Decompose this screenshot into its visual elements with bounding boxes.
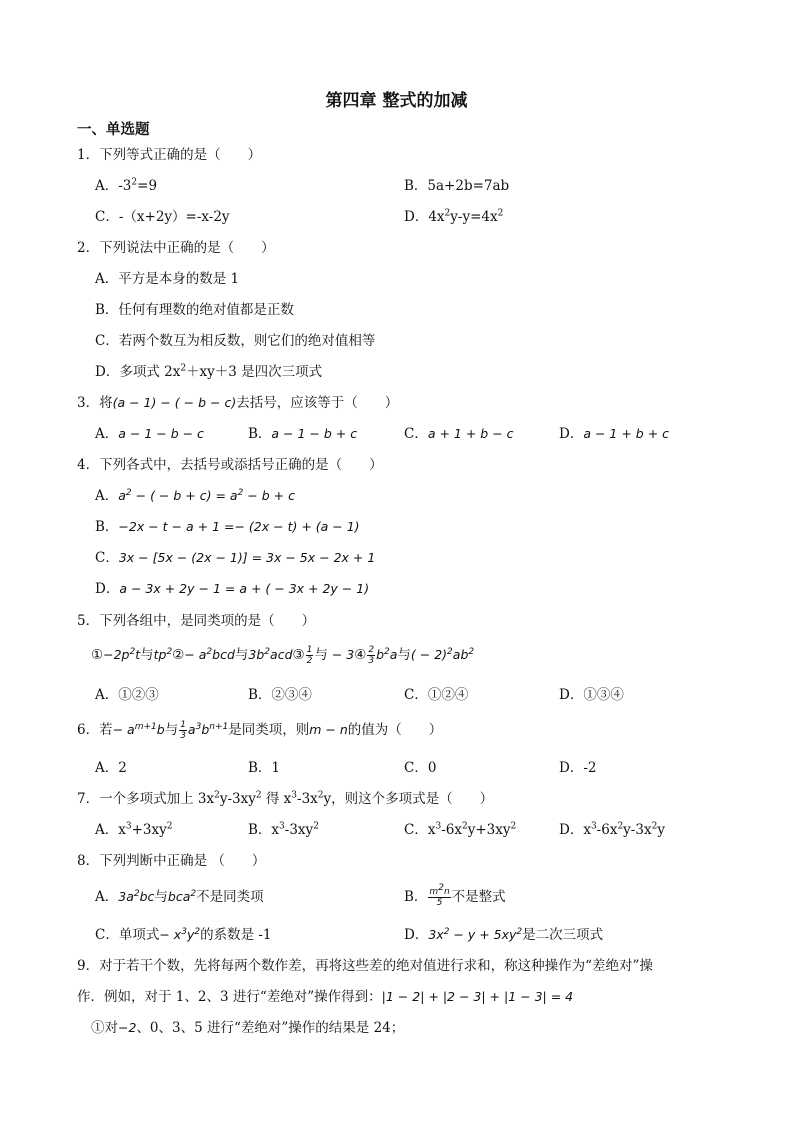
q6-option-a: A．2: [95, 760, 127, 776]
q8-option-b: B． $\frac{m^2n}{5}$ 不是整式: [404, 883, 506, 908]
q4-option-b: B．−2x − t − a + 1 =− (2x − t) + (a − 1): [95, 519, 360, 535]
question-2-stem: 2．下列说法中正确的是（ ）: [77, 240, 275, 256]
q4-option-a: A．$a^2$ − ( − $b + c) = a^2 - b + c$: [95, 487, 295, 504]
q8-option-a: A．$3a^2bc$与bca$^2$不是同类项: [95, 888, 264, 905]
q6-option-b: B．1: [248, 760, 281, 776]
q5-option-a: A．①②③: [95, 687, 159, 703]
q3-option-a: A．a − 1 − b − c: [95, 426, 204, 442]
question-9-stem-line2: 作．例如，对于 1、2、3 进行“差绝对”操作得到：|1 − 2| + |2 − 3| + |1 − 3| = 4: [77, 989, 574, 1005]
q4-option-c: C．3x − [5x − (2x − 1)] = 3x − 5x − 2x + 1: [95, 550, 376, 566]
question-9-stem-line1: 9．对于若干个数，先将每两个数作差，再将这些差的绝对值进行求和，称这种操作为“差绝对”操: [77, 958, 653, 974]
q4-option-d: D．a − 3x + 2y − 1 = a + ( − 3x + 2y − 1): [95, 581, 370, 597]
q1-option-c: C．-（x+2y）=-x-2y: [95, 209, 230, 225]
q7-option-d: D．$x^3-6x^2y-3x^2y$: [559, 821, 665, 838]
q5-option-d: D．①③④: [559, 687, 624, 703]
question-7-stem: 7．一个多项式加上 $3x^2y-3xy^2$ 得 $x^3-3x^2y$，则这个多项式是（ ）: [77, 790, 494, 807]
question-4-stem: 4．下列各式中，去括号或添括号正确的是（ ）: [77, 457, 383, 473]
q1-option-a: A．$-3^2=9$: [95, 177, 158, 194]
question-1-stem: 1．下列等式正确的是（ ）: [77, 147, 262, 163]
question-9-item-1: ①对−2、0、3、5 进行“差绝对”操作的结果是 24；: [91, 1020, 405, 1036]
section-heading: 一、单选题: [77, 122, 150, 138]
q5-option-c: C．①②④: [404, 687, 469, 703]
chapter-title: 第四章 整式的加减: [325, 91, 468, 111]
question-8-stem: 8．下列判断中正确是 （ ）: [77, 853, 266, 869]
q3-option-c: C．a + 1 + b − c: [404, 426, 514, 442]
q2-option-a: A．平方是本身的数是 1: [95, 271, 240, 287]
q2-option-d: D．多项式 $2x^2+xy+3$ 是四次三项式: [95, 363, 323, 380]
question-5-stem: 5．下列各组中，是同类项的是（ ）: [77, 613, 316, 629]
q2-option-b: B．任何有理数的绝对值都是正数: [95, 302, 294, 318]
q6-option-d: D．-2: [559, 760, 597, 776]
q3-option-d: D．a − 1 + b + c: [559, 426, 670, 442]
q8-option-c: C．单项式− $x^3y^2$的系数是 -1: [95, 926, 272, 943]
q5-option-b: B．②③④: [248, 687, 312, 703]
question-6-stem: 6．若− $a^{m+1}b$与 $\frac{1}{3}$ $a^3b^{n+1}$是同类项，则m − n的值为（ ）: [77, 720, 443, 741]
q1-option-d: D．$4x^2y-y=4x^2$: [404, 208, 504, 225]
question-3-stem: 3．将(a − 1) − ( − b − c)去括号，应该等于（ ）: [77, 395, 399, 411]
q3-option-b: B．a − 1 − b + c: [248, 426, 358, 442]
q5-groups: $①-2p^2t$与$tp^2②- a^2bcd$与$3b^2acd③$ $\frac{1}{2}$ 与 − 3④ $\frac{2}{3}$ $b^2a$与( − $2)^2ab^2$: [91, 645, 475, 666]
q7-option-a: A．$x^3+3xy^2$: [95, 821, 173, 838]
q7-option-b: B．$x^3-3xy^2$: [248, 821, 319, 838]
q6-option-c: C．0: [404, 760, 437, 776]
q7-option-c: C．$x^3-6x^2y+3xy^2$: [404, 821, 517, 838]
q2-option-c: C．若两个数互为相反数，则它们的绝对值相等: [95, 333, 376, 349]
q8-option-d: D．$3x^2 - y + 5xy^2$是二次三项式: [404, 926, 604, 943]
q1-option-b: B．5a+2b=7ab: [404, 178, 510, 194]
